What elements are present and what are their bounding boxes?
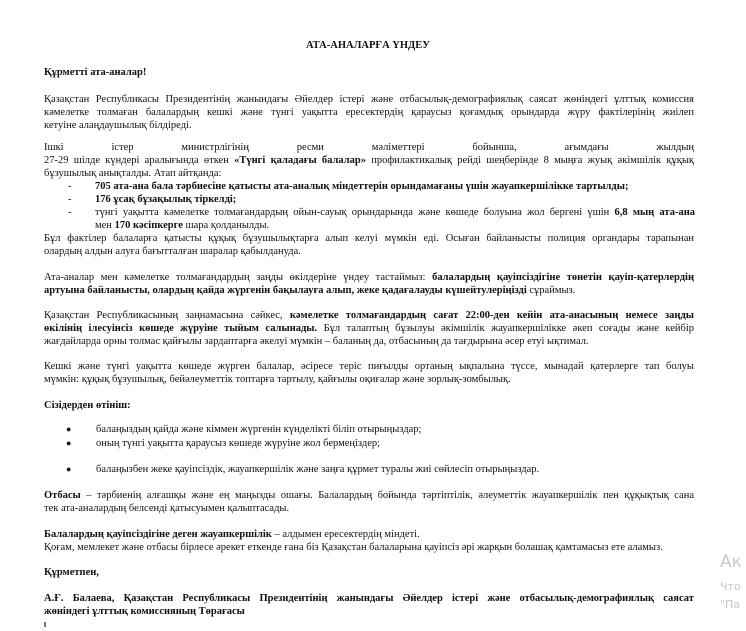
p2-word: ресми (296, 142, 324, 153)
signature-word: саясат (663, 593, 694, 604)
paragraph-2-line-2: 27-29 шілде күндері аралығында өткен «Түнгі қаладағы балалар» профилактикалық рейді шеңберінде 8 мыңға жуық әкімшілік құқық (44, 155, 695, 166)
paragraph-1-line-3: кетуіне алаңдаушылық білдіреді. (44, 120, 192, 131)
bullet-marker: ● (66, 424, 72, 434)
p2-word: мәліметтері (371, 142, 425, 153)
watermark-line-1: Ак (720, 552, 742, 572)
paragraph-5-line-1: Қазақстан Республикасының заңнамасына сәйкес, кәмелетке толмағандардың сағат 22:00-ден кейін ата-анасының немесе заңды (44, 310, 694, 321)
p2-word: жылдың (656, 142, 694, 153)
bullet-item-no-unsupervised: оның түнгі уақытта қараусыз көшеде жүруіне жол бермеңіздер; (96, 438, 381, 449)
p2-word: істер (111, 142, 134, 153)
paragraph-6-line-1: Кешкі және түнгі уақытта көшеде жүрген балалар, әсіресе теріс пиғылды ортаның ықпалына түссе, мынадай қатерлерге тап болуы (44, 361, 694, 372)
closing: Құрметпен, (44, 567, 99, 578)
signature-line-1 (44, 592, 694, 605)
signature-word: отбасылық-демографиялық (519, 593, 655, 604)
page-edge-mark (44, 622, 46, 627)
raid-name: «Түнгі қаладағы балалар» (234, 155, 366, 166)
signature-word: Әйелдер (402, 593, 443, 604)
bullet-marker: ● (66, 464, 72, 474)
p2-word: бойынша, (472, 142, 517, 153)
list-item-hooliganism: 176 ұсақ бұзақылық тіркелді; (95, 194, 237, 205)
paragraph-7-line-2: тек ата-аналардың белсенді қатысуымен қалыптасады. (44, 503, 290, 514)
paragraph-3-line-2: олардың алдын алуға бағытталған шаралар қабылдануда. (44, 246, 301, 257)
paragraph-1-line-1: Қазақстан Республикасы Президентінің жанындағы Әйелдер істері және отбасылық-демографиялық саясат жөніндегі ұлттық комиссия (44, 94, 694, 105)
p2-word: министрлігінің (181, 142, 249, 153)
paragraph-8-line-2: Қоғам, мемлекет және отбасы бірлесе әрекет еткенде ғана біз Қазақстан балаларына қауіпсіз әрі жарқын болашақ қамтамасыз ете аламыз. (44, 542, 663, 553)
signature-word: А.Ғ. (44, 593, 64, 604)
list-item-parents-liable: 705 ата-ана бала тәрбиесіне қатысты ата-аналық міндеттерін орындамағаны үшін жауапкершілікке тартылды; (95, 181, 629, 192)
bullet-marker: ● (66, 438, 72, 448)
watermark-line-2: Что (720, 580, 741, 593)
paragraph-4-line-1: Ата-аналар мен кәмелетке толмағандардың заңды өкілдеріне үндеу тастаймыз: балалардың қауіпсіздігіне төнетін қауіп-қатерлердің (44, 272, 694, 283)
paragraph-3-line-1: Бұл фактілер балаларға қатысты құқық бұзушылықтарға алып келуі мүмкін еді. Осыған байланысты полиция органдары тарапынан (44, 233, 694, 244)
list-item-measures-line-1: түнгі уақытта кәмелетке толмағандардың ойын-сауық орындарында және көшеде болуына жол бергені үшін 6,8 мың ата-ана (95, 207, 695, 218)
paragraph-7-line-1: Отбасы – тәрбиенің алғашқы және ең маңызды ошағы. Балалардың бойында тәртіптілік, әлеуметтік жауапкершілік пен құқықтық сана (44, 490, 694, 501)
bullet-item-talk-safety: балаңызбен жеке қауіпсіздік, жауапкершілік және заңға құрмет туралы жиі сөйлесіп отырыңыздар. (96, 464, 540, 475)
p2-word: ағымдағы (564, 142, 609, 153)
dash-marker: - (68, 181, 72, 192)
paragraph-5-line-3: жағдайларда орны толмас қайғылы зардаптарға әкелуі мүмкін – баланың да, отбасының да тағдырына әсер етуі ықтимал. (44, 336, 589, 347)
watermark-line-3: "Па (720, 598, 741, 611)
paragraph-5-line-2: өкілінің ілесуінсіз көшеде жүруіне тыйым салынады. Бұл талаптың бұзылуы әкімшілік жауапкершілікке әкеп соғады және кейбір (44, 323, 694, 334)
signature-word: Балаева, (72, 593, 115, 604)
paragraph-1-line-2: кәмелетке толмаған балалардың кешкі және түнгі уақытта ересектердің қараусыз қоғамдық орындарда жүру фактілерінің жиілеп (44, 107, 694, 118)
signature-word: және (487, 593, 511, 604)
dash-marker: - (68, 194, 72, 205)
request-heading: Сізідерден өтініш: (44, 400, 131, 411)
signature-word: Қазақстан (123, 593, 174, 604)
paragraph-4-line-2: артуына байланысты, олардың қайда жүргенін бақылауға алып, жеке қадағалауды күшейтулеріңізді сұраймыз. (44, 285, 576, 296)
paragraph-6-line-2: мүмкін: құқық бұзушылық, бейәлеуметтік топтарға тартылу, қайғылы оқиғалар және зорлық-зомбылық. (44, 374, 511, 385)
signature-word: істері (451, 593, 479, 604)
signature-word: Республикасы (182, 593, 251, 604)
bullet-item-know-whereabouts: балаңыздың қайда және кіммен жүргенін күнделікті біліп отырыңыздар; (96, 424, 422, 435)
greeting: Құрметті ата-аналар! (44, 67, 147, 78)
paragraph-2-line-3: бұзушылық анықталды. Атап айтқанда: (44, 168, 222, 179)
dash-marker: - (68, 207, 72, 218)
signature-word: жанындағы (336, 593, 394, 604)
signature-line-2: жөніндегі ұлттық комиссияның Төрағасы (44, 606, 245, 617)
signature-word: Президентінің (259, 593, 328, 604)
paragraph-2-line-1 (44, 141, 694, 154)
document-title: АТА-АНАЛАРҒА ҮНДЕУ (306, 40, 430, 51)
p2-word: Ішкі (44, 142, 64, 153)
list-item-measures-line-2: мен 170 кәсіпкерге шара қолданылды. (95, 220, 270, 231)
paragraph-8-line-1: Балалардың қауіпсіздігіне деген жауапкершілік – алдымен ересектердің міндеті. (44, 529, 420, 540)
